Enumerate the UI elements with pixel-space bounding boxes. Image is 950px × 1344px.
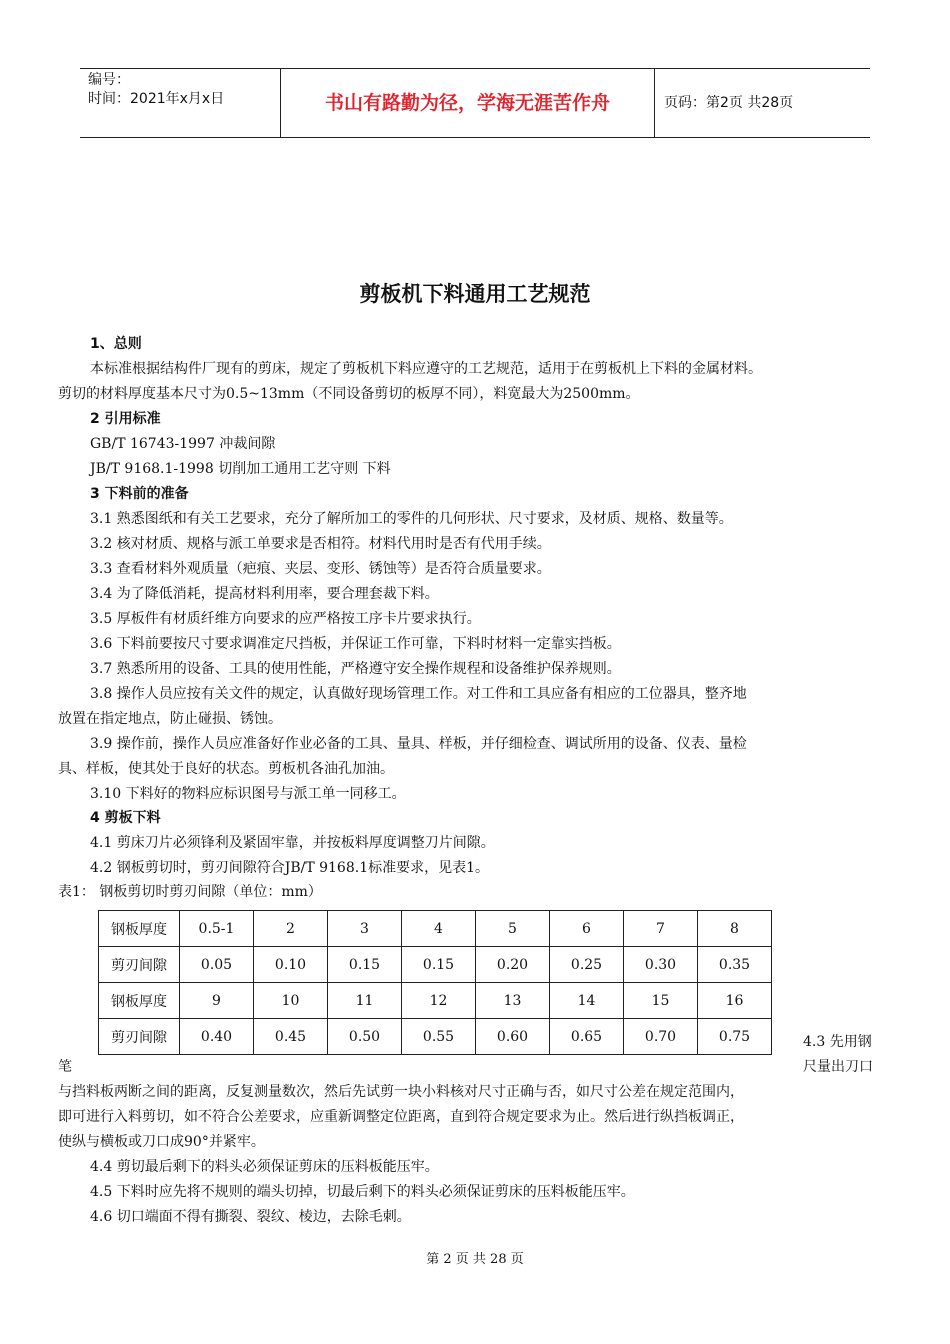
clause-3-1: 3.1 熟悉图纸和有关工艺要求，充分了解所加工的零件的几何形状、尺寸要求，及材质、规格、数量等。 (90, 511, 733, 527)
table-cell: 0.05 (180, 947, 254, 983)
clause-3-9-line1: 3.9 操作前，操作人员应准备好作业必备的工具、量具、样板，并仔细检查、调试所用的设备、仪表、量检 (90, 736, 747, 752)
header-motto: 书山有路勤为径，学海无涯苦作舟 (281, 69, 655, 137)
clause-4-3-line3: 使纵与横板或刀口成90°并紧牢。 (58, 1134, 265, 1150)
section-1-paragraph-line2: 剪切的材料厚度基本尺寸为0.5~13mm（不同设备剪切的板厚不同），料宽最大为2500mm。 (58, 386, 640, 402)
clause-4-2: 4.2 钢板剪切时，剪刃间隙符合JB/T 9168.1标准要求，见表1。 (90, 860, 490, 876)
table-cell: 0.75 (698, 1019, 772, 1055)
table-cell: 15 (624, 983, 698, 1019)
table-cell: 8 (698, 911, 772, 947)
clause-4-3-fragment-right-2: 尺量出刀口 (803, 1059, 873, 1075)
clause-4-5: 4.5 下料时应先将不规则的端头切掉，切最后剩下的料头必须保证剪床的压料板能压牢。 (90, 1184, 635, 1200)
table-row (99, 983, 772, 1019)
section-1-heading: 1、总则 (90, 336, 142, 352)
table-cell: 0.5-1 (180, 911, 254, 947)
clause-4-1: 4.1 剪床刀片必须锋利及紧固牢靠，并按板料厚度调整刀片间隙。 (90, 835, 495, 851)
reference-jbt: JB/T 9168.1-1998 切削加工通用工艺守则 下料 (90, 461, 391, 477)
table-cell: 14 (550, 983, 624, 1019)
clause-3-8-line1: 3.8 操作人员应按有关文件的规定，认真做好现场管理工作。对工件和工具应备有相应的工位器具，整齐地 (90, 686, 747, 702)
table-row (99, 947, 772, 983)
section-1-paragraph-line1: 本标准根据结构件厂现有的剪床，规定了剪板机下料应遵守的工艺规范，适用于在剪板机上下料的金属材料。 (90, 361, 762, 377)
table-cell: 0.35 (698, 947, 772, 983)
table-cell: 剪刃间隙 (99, 947, 180, 983)
time-label: 时间：2021年x月x日 (88, 91, 225, 107)
clause-3-8-line2: 放置在指定地点，防止碰损、锈蚀。 (58, 711, 282, 727)
clause-3-7: 3.7 熟悉所用的设备、工具的使用性能，严格遵守安全操作规程和设备维护保养规则。 (90, 661, 621, 677)
table-cell: 13 (476, 983, 550, 1019)
header-page-info: 页码：第2页 共28页 (664, 95, 794, 111)
table-cell: 剪刃间隙 (99, 1019, 180, 1055)
clause-3-5: 3.5 厚板件有材质纤维方向要求的应严格按工序卡片要求执行。 (90, 611, 481, 627)
table-cell: 0.15 (402, 947, 476, 983)
clause-4-3-fragment-right-1: 4.3 先用钢 (803, 1034, 872, 1050)
table-cell: 0.40 (180, 1019, 254, 1055)
clause-3-6: 3.6 下料前要按尺寸要求调准定尺挡板，并保证工作可靠，下料时材料一定靠实挡板。 (90, 636, 621, 652)
table-cell: 16 (698, 983, 772, 1019)
header-table (80, 68, 870, 138)
reference-gbt: GB/T 16743-1997 冲裁间隙 (90, 436, 276, 452)
clause-4-3-line2: 即可进行入料剪切，如不符合公差要求，应重新调整定位距离，直到符合规定要求为止。然后进行纵挡板调正， (58, 1109, 744, 1125)
table-cell: 0.65 (550, 1019, 624, 1055)
clause-4-4: 4.4 剪切最后剩下的料头必须保证剪床的压料板能压牢。 (90, 1159, 439, 1175)
clause-3-9-line2: 具、样板，使其处于良好的状态。剪板机各油孔加油。 (58, 761, 394, 777)
clause-3-10: 3.10 下料好的物料应标识图号与派工单一同移工。 (90, 786, 406, 802)
table-cell: 6 (550, 911, 624, 947)
section-3-heading: 3 下料前的准备 (90, 486, 189, 502)
table-cell: 10 (254, 983, 328, 1019)
clause-4-6: 4.6 切口端面不得有撕裂、裂纹、棱边，去除毛刺。 (90, 1209, 411, 1225)
table-cell: 7 (624, 911, 698, 947)
table-cell: 3 (328, 911, 402, 947)
table-cell: 0.70 (624, 1019, 698, 1055)
table-row (99, 1019, 772, 1055)
table-cell: 0.30 (624, 947, 698, 983)
table-cell: 钢板厚度 (99, 983, 180, 1019)
table-cell: 0.55 (402, 1019, 476, 1055)
table-cell: 11 (328, 983, 402, 1019)
page-footer: 第 2 页 共 28 页 (426, 1252, 524, 1267)
table-cell: 0.45 (254, 1019, 328, 1055)
table-cell: 4 (402, 911, 476, 947)
section-2-heading: 2 引用标准 (90, 411, 161, 427)
table-cell: 0.25 (550, 947, 624, 983)
header-meta-cell (80, 69, 281, 137)
clause-4-3-line1: 与挡料板两断之间的距离，反复测量数次，然后先试剪一块小料核对尺寸正确与否，如尺寸公差在规定范围内， (58, 1084, 744, 1100)
shear-gap-table (98, 910, 772, 1055)
table-cell: 2 (254, 911, 328, 947)
table-cell: 0.50 (328, 1019, 402, 1055)
table-cell: 9 (180, 983, 254, 1019)
table-caption: 表1： 钢板剪切时剪刃间隙（单位：mm） (58, 884, 322, 900)
section-4-heading: 4 剪板下料 (90, 810, 161, 826)
table-cell: 0.15 (328, 947, 402, 983)
number-label: 编号： (88, 72, 130, 88)
table-row (99, 911, 772, 947)
document-title: 剪板机下料通用工艺规范 (359, 282, 591, 306)
clause-4-3-fragment-left: 笔 (58, 1059, 72, 1075)
table-cell: 12 (402, 983, 476, 1019)
table-cell: 0.60 (476, 1019, 550, 1055)
clause-3-4: 3.4 为了降低消耗，提高材料利用率，要合理套裁下料。 (90, 586, 439, 602)
clause-3-3: 3.3 查看材料外观质量（疤痕、夹层、变形、锈蚀等）是否符合质量要求。 (90, 561, 551, 577)
table-cell: 钢板厚度 (99, 911, 180, 947)
clause-3-2: 3.2 核对材质、规格与派工单要求是否相符。材料代用时是否有代用手续。 (90, 536, 551, 552)
table-cell: 5 (476, 911, 550, 947)
table-cell: 0.10 (254, 947, 328, 983)
table-cell: 0.20 (476, 947, 550, 983)
